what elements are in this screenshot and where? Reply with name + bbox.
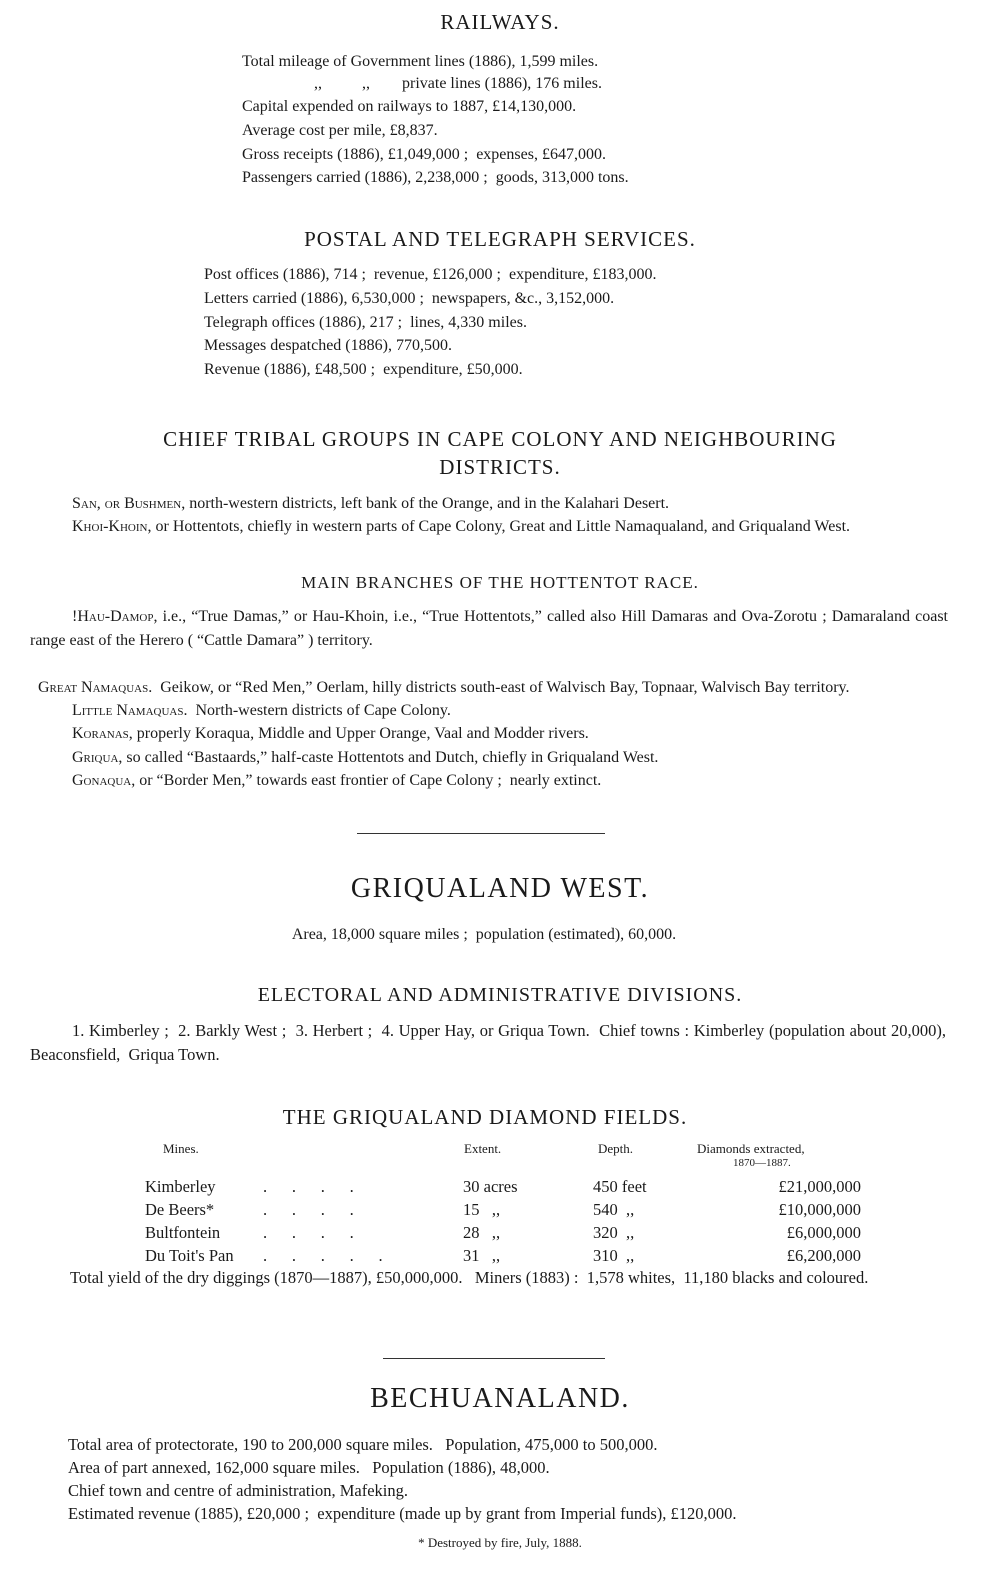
diamonds-value: £6,000,000 (786, 1222, 861, 1242)
mine-extent: 28 ,, (463, 1222, 501, 1242)
branch-name: Koranas (72, 725, 129, 742)
tribe-text: , or Hottentots, chiefly in western parts of Cape Colony, Great and Little Namaqualand, and Griqualand West. (147, 518, 851, 535)
bechuanaland-line: Chief town and centre of administration, Mafeking. (68, 1481, 408, 1500)
mine-depth: 450 feet (593, 1176, 647, 1196)
branch-text: , so called “Bastaards,” half-caste Hottentots and Dutch, chiefly in Griqualand West. (118, 749, 659, 766)
column-header-mines: Mines. (163, 1141, 199, 1156)
tribal-heading: CHIEF TRIBAL GROUPS IN CAPE COLONY AND NEIGHBOURING (163, 427, 837, 451)
bechuanaland-line: Area of part annexed, 162,000 square miles. Population (1886), 48,000. (68, 1458, 550, 1477)
divisions-text: 1. Kimberley ; 2. Barkly West ; 3. Herbert ; 4. Upper Hay, or Griqua Town. Chief towns : Kimberley (population about 20,000), Beaconsfield, Griqua Town. (30, 1021, 955, 1064)
table-row (145, 1221, 861, 1244)
railways-line: Capital expended on railways to 1887, £14,130,000. (242, 98, 577, 115)
mine-extent: 30 acres (463, 1176, 518, 1196)
mine-extent: 31 ,, (463, 1245, 501, 1265)
tribal-heading-cont: DISTRICTS. (439, 455, 561, 479)
branch-name: Little Namaquas. (72, 702, 188, 719)
branch-name: !Hau-Damop (72, 608, 154, 625)
railways-line: Gross receipts (1886), £1,049,000 ; expenses, £647,000. (242, 146, 606, 163)
tribal-entry (30, 515, 948, 539)
postal-heading: POSTAL AND TELEGRAPH SERVICES. (304, 227, 696, 251)
railways-line: Total mileage of Government lines (1886), 1,599 miles. (242, 53, 599, 70)
griqualand-heading: GRIQUALAND WEST. (350, 873, 650, 904)
table-row (145, 1244, 861, 1267)
branch-entry (72, 769, 601, 793)
mine-extent: 15 ,, (463, 1199, 501, 1219)
column-header-depth: Depth. (598, 1141, 634, 1156)
railways-line: Passengers carried (1886), 2,238,000 ; goods, 313,000 tons. (242, 169, 629, 186)
mine-name: Bultfontein (145, 1222, 221, 1242)
branch-text: , i.e., “True Damas,” or Hau-Khoin, i.e., “True Hottentots,” called also Hill Damaras and Ova-Zorotu ; Damaraland coast range east of the Herero ( “Cattle Damara” ) territory. (30, 608, 948, 649)
diamonds-value: £10,000,000 (778, 1199, 861, 1219)
tribe-name: Khoi-Khoin (72, 518, 148, 535)
tribal-entry (30, 492, 948, 516)
branch-text: , properly Koraqua, Middle and Upper Orange, Vaal and Modder rivers. (128, 725, 589, 742)
column-header-years: 1870—1887. (733, 1157, 791, 1169)
mine-depth: 540 ,, (593, 1199, 635, 1219)
railways-line: Average cost per mile, £8,837. (242, 122, 438, 139)
leader-dots: . . . . (263, 1199, 354, 1219)
tribe-name: San, or Bushmen (72, 495, 182, 512)
branch-name: Gonaqua (72, 772, 132, 789)
leader-dots: . . . . (263, 1222, 354, 1242)
postal-line: Post offices (1886), 714 ; revenue, £126,000 ; expenditure, £183,000. (204, 266, 657, 283)
column-header-extent: Extent. (464, 1141, 502, 1156)
leader-dots: . . . . (263, 1176, 354, 1196)
bechuanaland-line: Total area of protectorate, 190 to 200,000 square miles. Population, 475,000 to 500,000. (68, 1435, 658, 1454)
railways-heading: RAILWAYS. (440, 10, 560, 34)
branch-entry (72, 722, 589, 746)
postal-line: Revenue (1886), £48,500 ; expenditure, £50,000. (204, 361, 523, 378)
diamond-mines-table (145, 1175, 861, 1267)
table-row (145, 1198, 861, 1221)
section-divider (357, 833, 605, 834)
branch-entry (72, 746, 658, 770)
table-row (145, 1175, 861, 1198)
mine-name: Du Toit's Pan (145, 1245, 234, 1265)
diamond-fields-heading: THE GRIQUALAND DIAMOND FIELDS. (282, 1105, 688, 1129)
postal-line: Letters carried (1886), 6,530,000 ; newspapers, &c., 3,152,000. (204, 290, 615, 307)
diamonds-value: £6,200,000 (786, 1245, 861, 1265)
mine-depth: 310 ,, (593, 1245, 635, 1265)
divisions-heading: ELECTORAL AND ADMINISTRATIVE DIVISIONS. (257, 984, 743, 1006)
railways-line: ,, ,, private lines (1886), 176 miles. (314, 75, 602, 92)
diamonds-value: £21,000,000 (778, 1176, 861, 1196)
tribe-text: , north-western districts, left bank of the Orange, and in the Kalahari Desert. (181, 495, 670, 512)
branch-text: Geikow, or “Red Men,” Oerlam, hilly districts south-east of Walvisch Bay, Topnaar, Walvisch Bay territory. (152, 678, 850, 696)
branch-entry (30, 605, 948, 652)
griqualand-area: Area, 18,000 square miles ; population (estimated), 60,000. (291, 926, 677, 943)
postal-line: Messages despatched (1886), 770,500. (204, 337, 452, 354)
branch-entry (72, 699, 451, 723)
branch-name: Great Namaquas. (38, 678, 153, 696)
branch-text: North-western districts of Cape Colony. (187, 702, 451, 719)
bechuanaland-heading: BECHUANALAND. (370, 1383, 630, 1414)
mine-name: Kimberley (145, 1176, 216, 1196)
section-divider (383, 1358, 605, 1359)
postal-line: Telegraph offices (1886), 217 ; lines, 4,330 miles. (204, 314, 527, 331)
column-header-diamonds: Diamonds extracted, (697, 1141, 805, 1156)
footnote: * Destroyed by fire, July, 1888. (418, 1535, 582, 1550)
branches-heading: MAIN BRANCHES OF THE HOTTENTOT RACE. (301, 573, 699, 592)
bechuanaland-line: Estimated revenue (1885), £20,000 ; expenditure (made up by grant from Imperial funds), £120,000. (68, 1504, 737, 1523)
yield-text: Total yield of the dry diggings (1870—1887), £50,000,000. Miners (1883) : 1,578 whites, 11,180 blacks and coloured. (70, 1268, 869, 1287)
leader-dots: . . . . . (263, 1245, 383, 1265)
branch-text: , or “Border Men,” towards east frontier of Cape Colony ; nearly extinct. (131, 772, 602, 789)
branch-name: Griqua (72, 749, 119, 766)
mine-name: De Beers* (145, 1199, 215, 1219)
mine-depth: 320 ,, (593, 1222, 635, 1242)
branch-entry (30, 652, 948, 699)
